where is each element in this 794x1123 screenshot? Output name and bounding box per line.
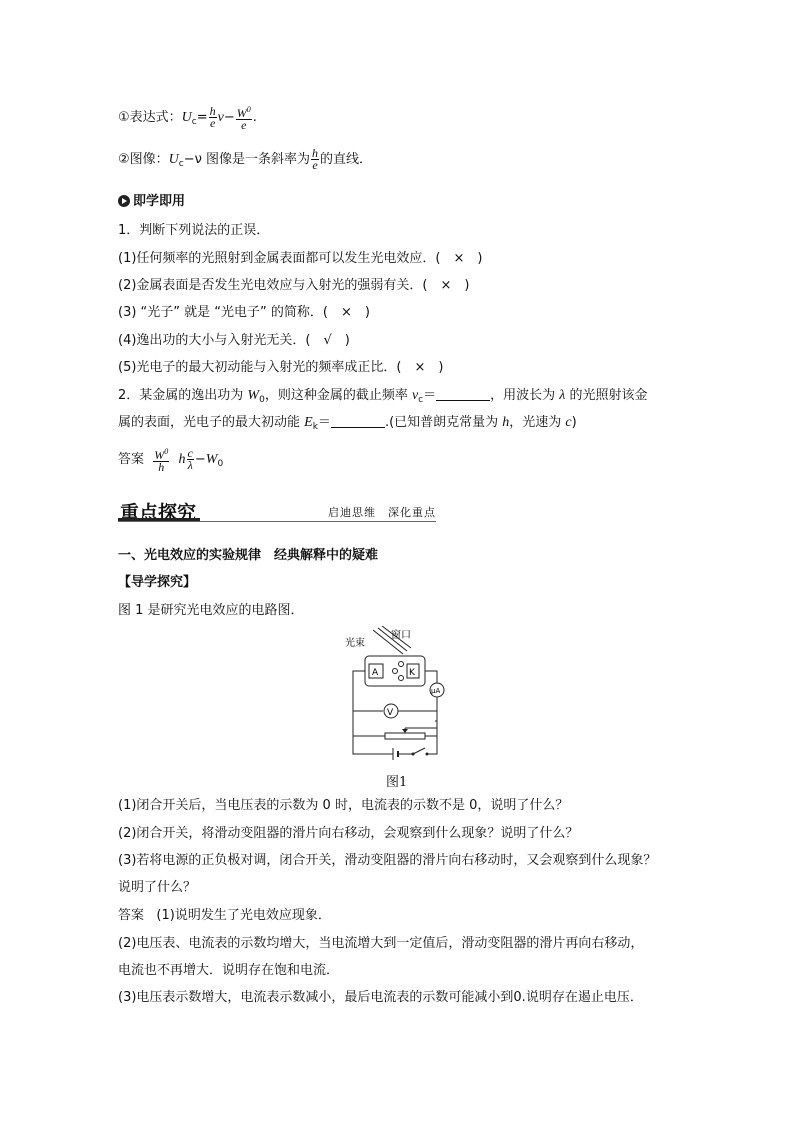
- switch: [413, 748, 425, 754]
- explore-answer-3: (3)电压表示数增大，电流表示数减小，最后电流表的示数可能减小到0.说明存在遏止电压．: [118, 990, 643, 1005]
- fraction-w0-over-h: $\frac{W^0}{h}$: [154, 447, 169, 474]
- electron-icon: [393, 669, 398, 674]
- explore-question-3: (3)若将电源的正负极对调，闭合开关，滑动变阻器的滑片向右移动时，又会观察到什么现象？: [118, 853, 657, 868]
- cathode-label: K: [409, 668, 415, 678]
- statement-2: (2)金属表面是否发生光电效应与入射光的强弱有关．( × ): [118, 278, 470, 293]
- question-2-line2: 属的表面，光电子的最大初动能 $E_k=$ .(已知普朗克常量为 h，光速为 c): [118, 415, 577, 432]
- wire: [425, 671, 437, 684]
- figure-caption: 图1: [386, 775, 408, 790]
- explore-question-3-cont: 说明了什么？: [118, 880, 197, 895]
- ammeter-label: μA: [431, 687, 441, 695]
- explore-answer-2: (2)电压表、电流表的示数均增大，当电流增大到一定值后，滑动变阻器的滑片再向右移动，: [118, 936, 644, 951]
- explore-question-1: (1)闭合开关后，当电压表的示数为 0 时，电流表的示数不是 0，说明了什么？: [118, 798, 569, 813]
- circuit-diagram: [345, 626, 455, 766]
- fraction-h-over-e: $\frac{h}{e}$: [209, 104, 216, 130]
- statement-1: (1)任何频率的光照射到金属表面都可以发生光电效应．( × ): [118, 251, 483, 266]
- formula-graph: ②图像：$U_c-\nu$ 图像是一条斜率为 $\frac{h}{e}$ 的直线．: [118, 146, 373, 172]
- statement-5: (5)光电子的最大初动能与入射光的频率成正比．( × ): [118, 360, 444, 375]
- explore-answer-1: 答案 (1)说明发生了光电效应现象．: [118, 908, 331, 923]
- question-2-line1: 2．某金属的逸出功为 $W_0$，则这种金属的截止频率 $\nu_c=$ ，用波长为 λ 的光照射该金: [118, 388, 648, 405]
- practice-answer: 答案 $\frac{W^0}{h}$ h $\frac{c}{\lambda}$ $-W_0$: [118, 446, 224, 474]
- play-icon: [118, 195, 130, 207]
- window-label: 窗口: [391, 630, 411, 641]
- wire: [427, 736, 437, 754]
- wire: [435, 697, 437, 721]
- switch-contact: [412, 753, 415, 756]
- rheostat: [385, 733, 425, 739]
- slider-arrow-icon: [402, 729, 408, 733]
- anode-label: A: [372, 668, 379, 678]
- formula-label: ①表达式：: [118, 110, 182, 125]
- section-rule: [118, 521, 436, 522]
- fraction-w0-over-e: $\frac{W^0}{e}$: [236, 105, 251, 132]
- explore-heading: 一、光电效应的实验规律 经典解释中的疑难: [118, 548, 379, 563]
- answer-blank-2: [331, 413, 385, 428]
- explore-question-2: (2)闭合开关，将滑动变阻器的滑片向右移动，会观察到什么现象？说明了什么？: [118, 826, 579, 841]
- section-title: 重点探究: [120, 502, 197, 524]
- electron-icon: [399, 662, 404, 667]
- section-subtitle: 启迪思维 深化重点: [328, 506, 436, 519]
- answer-blank-1: [436, 386, 490, 401]
- section-rule-accent: [118, 518, 200, 521]
- section-header: [118, 496, 436, 524]
- formula-expression: ①表达式：$U_c=$ $\frac{h}{e}$ ν− $\frac{W^0}{e}$ .: [118, 104, 257, 132]
- electron-icon: [399, 676, 404, 681]
- voltmeter-label: V: [387, 708, 394, 718]
- guide-label: 【导学探究】: [118, 575, 197, 590]
- wire: [405, 721, 437, 728]
- fraction-slope: $\frac{h}{e}$: [312, 146, 319, 172]
- explore-answer-2-cont: 电流也不再增大．说明存在饱和电流．: [118, 963, 340, 978]
- statement-3: (3) “光子” 就是 “光电子” 的简称．( × ): [118, 305, 370, 320]
- question-1: 1．判断下列说法的正误．: [118, 223, 270, 238]
- practice-heading: 即学即用: [118, 193, 185, 211]
- figure-intro: 图 1 是研究光电效应的电路图．: [118, 603, 304, 618]
- fraction-c-over-lambda: $\frac{c}{\lambda}$: [187, 446, 193, 472]
- statement-4: (4)逸出功的大小与入射光无关．( √ ): [118, 333, 350, 348]
- light-beam-label: 光束: [345, 638, 365, 649]
- wire: [353, 671, 385, 736]
